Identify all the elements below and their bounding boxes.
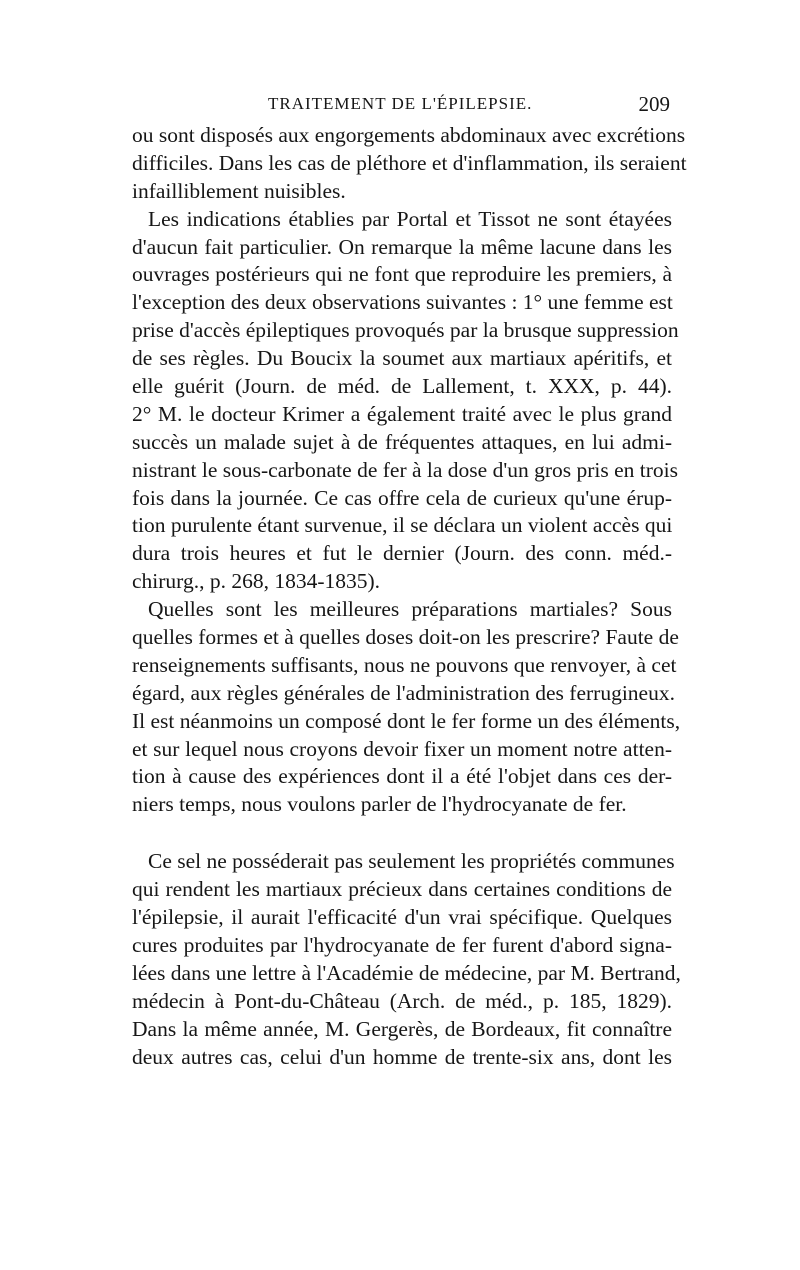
text-line: deux autres cas, celui d'un homme de trente-six ans, dont les	[132, 1044, 672, 1069]
text-line: cures produites par l'hydrocyanate de fer furent d'abord signa-	[132, 932, 672, 957]
text-line: difficiles. Dans les cas de pléthore et d'inflammation, ils seraient	[132, 150, 687, 175]
text-line: nistrant le sous-carbonate de fer à la dose d'un gros pris en trois	[132, 457, 678, 482]
text-line: d'aucun fait particulier. On remarque la même lacune dans les	[132, 234, 672, 259]
text-line: médecin à Pont-du-Château (Arch. de méd., p. 185, 1829).	[132, 988, 672, 1013]
text-line: tion à cause des expériences dont il a été l'objet dans ces der-	[132, 764, 672, 789]
body-text	[132, 122, 687, 1071]
page-header	[132, 92, 672, 122]
text-line: quelles formes et à quelles doses doit-on les prescrire? Faute de	[132, 625, 679, 650]
page-number: 209	[638, 92, 670, 116]
text-line: tion purulente étant survenue, il se déclara un violent accès qui	[132, 513, 673, 538]
text-line: chirurg., p. 268, 1834-1835).	[132, 569, 381, 594]
text-line: Les indications établies par Portal et Tissot ne sont étayées	[148, 206, 672, 231]
text-line: l'exception des deux observations suivantes : 1° une femme est	[132, 290, 673, 315]
text-line: renseignements suffisants, nous ne pouvons que renvoyer, à cet	[132, 652, 677, 677]
text-line: dura trois heures et fut le dernier (Journ. des conn. méd.-	[132, 541, 672, 566]
text-line: lées dans une lettre à l'Académie de médecine, par M. Bertrand,	[132, 960, 681, 985]
text-line: infailliblement nuisibles.	[132, 178, 346, 203]
text-line: égard, aux règles générales de l'administration des ferrugineux.	[132, 680, 675, 705]
text-line: elle guérit (Journ. de méd. de Lallement, t. XXX, p. 44).	[132, 374, 672, 399]
text-line: succès un malade sujet à de fréquentes attaques, en lui admi-	[132, 429, 672, 454]
text-line: Quelles sont les meilleures préparations martiales? Sous	[148, 597, 672, 622]
text-line: Dans la même année, M. Gergerès, de Bordeaux, fit connaître	[132, 1016, 672, 1041]
text-line: ou sont disposés aux engorgements abdominaux avec excrétions	[132, 123, 686, 147]
book-page	[132, 92, 687, 1071]
text-line: et sur lequel nous croyons devoir fixer un moment notre atten-	[132, 736, 672, 761]
text-line: ouvrages postérieurs qui ne font que reproduire les premiers, à	[132, 262, 672, 287]
text-line: fois dans la journée. Ce cas offre cela de curieux qu'une érup-	[132, 485, 672, 510]
text-line: 2° M. le docteur Krimer a également traité avec le plus grand	[132, 401, 672, 426]
running-title: TRAITEMENT DE L'ÉPILEPSIE.	[268, 94, 533, 113]
text-line: qui rendent les martiaux précieux dans certaines conditions de	[132, 877, 672, 902]
text-line: niers temps, nous voulons parler de l'hydrocyanate de fer.	[132, 792, 627, 817]
paragraph-gap	[132, 819, 672, 848]
text-line: l'épilepsie, il aurait l'efficacité d'un vrai spécifique. Quelques	[132, 905, 672, 930]
text-line: Ce sel ne posséderait pas seulement les propriétés communes	[148, 849, 675, 874]
text-line: prise d'accès épileptiques provoqués par la brusque suppression	[132, 318, 679, 343]
text-line: de ses règles. Du Boucix la soumet aux martiaux apéritifs, et	[132, 346, 672, 371]
text-line: Il est néanmoins un composé dont le fer forme un des éléments,	[132, 708, 681, 733]
